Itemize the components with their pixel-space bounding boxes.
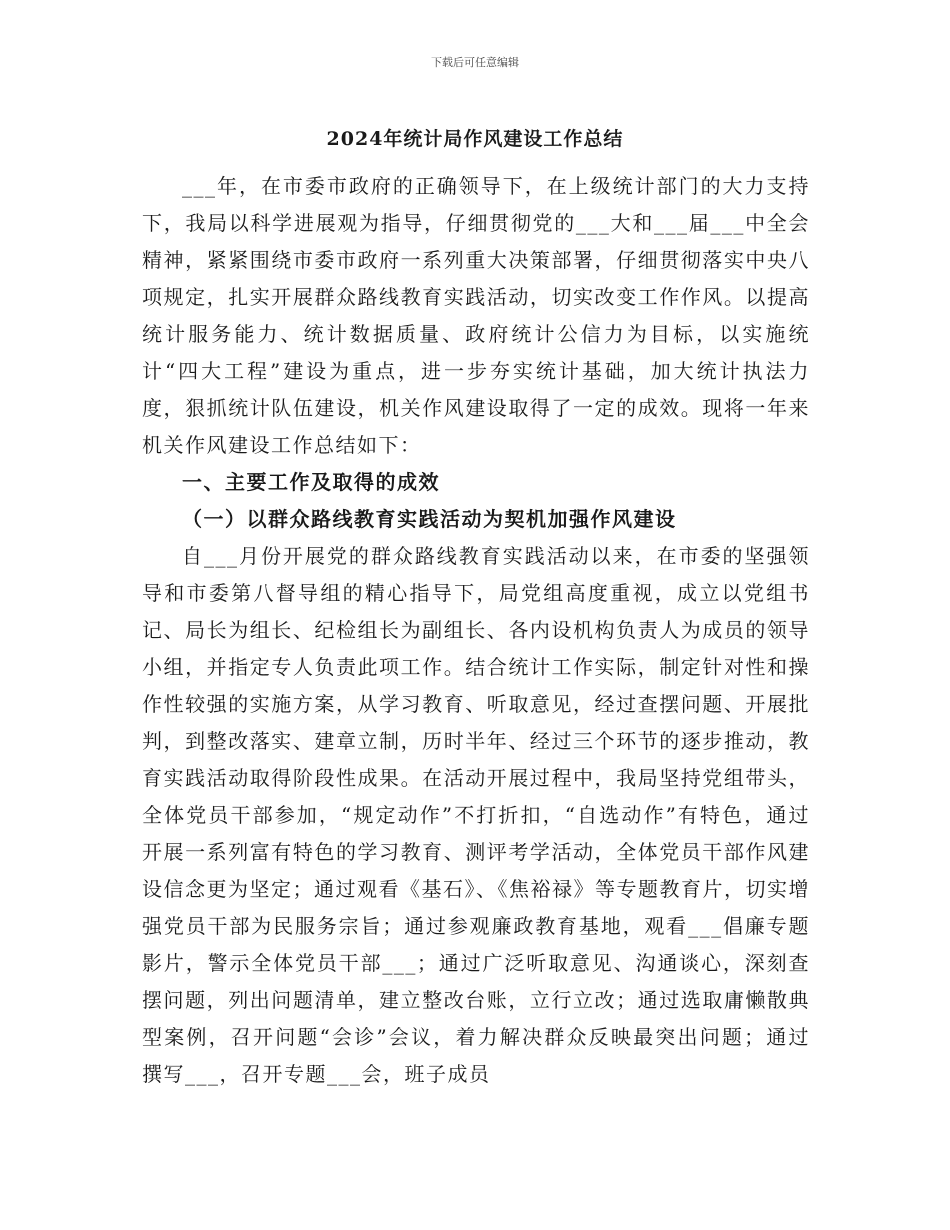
section-heading: 一、主要工作及取得的成效 (182, 470, 440, 494)
subsection-heading: （一）以群众路线教育实践活动为契机加强作风建设 (182, 507, 677, 531)
document-title: 2024年统计局作风建设工作总结 (326, 128, 624, 150)
paragraph-intro: ___年，在市委市政府的正确领导下，在上级统计部门的大力支持下，我局以科学进展观为指导，仔细贯彻党的___大和___届___中全会精神，紧紧围绕市委市政府一系列重大决策部署，仔细贯彻落实中央八项规定，扎实开展群众路线教育实践活动，切实改变工作作风。以提高统计服务能力、统计数据质量、政府统计公信力为目标，以实施统计“四大工程”建设为重点，进一步夯实统计基础，加大统计执法力度，狠抓统计队伍建设，机关作风建设取得了一定的成效。现将一年来机关作风建设工作总结如下： (142, 174, 810, 457)
document-body (142, 168, 810, 1093)
header-note: 下载后可任意编辑 (431, 56, 519, 69)
paragraph-body: 自___月份开展党的群众路线教育实践活动以来，在市委的坚强领导和市委第八督导组的精心指导下，局党组高度重视，成立以党组书记、局长为组长、纪检组长为副组长、各内设机构负责人为成员的领导小组，并指定专人负责此项工作。结合统计工作实际，制定针对性和操作性较强的实施方案，从学习教育、听取意见，经过查摆问题、开展批判，到整改落实、建章立制，历时半年、经过三个环节的逐步推动，教育实践活动取得阶段性成果。在活动开展过程中，我局坚持党组带头，全体党员干部参加，“规定动作”不打折扣，“自选动作”有特色，通过开展一系列富有特色的学习教育、测评考学活动，全体党员干部作风建设信念更为坚定；通过观看《基石》、《焦裕禄》等专题教育片，切实增强党员干部为民服务宗旨；通过参观廉政教育基地，观看___倡廉专题影片，警示全体党员干部___；通过广泛听取意见、沟通谈心，深刻查摆问题，列出问题清单，建立整改台账，立行立改；通过选取庸懒散典型案例，召开问题“会诊”会议，着力解决群众反映最突出问题；通过撰写___，召开专题___会，班子成员 (142, 544, 810, 1086)
